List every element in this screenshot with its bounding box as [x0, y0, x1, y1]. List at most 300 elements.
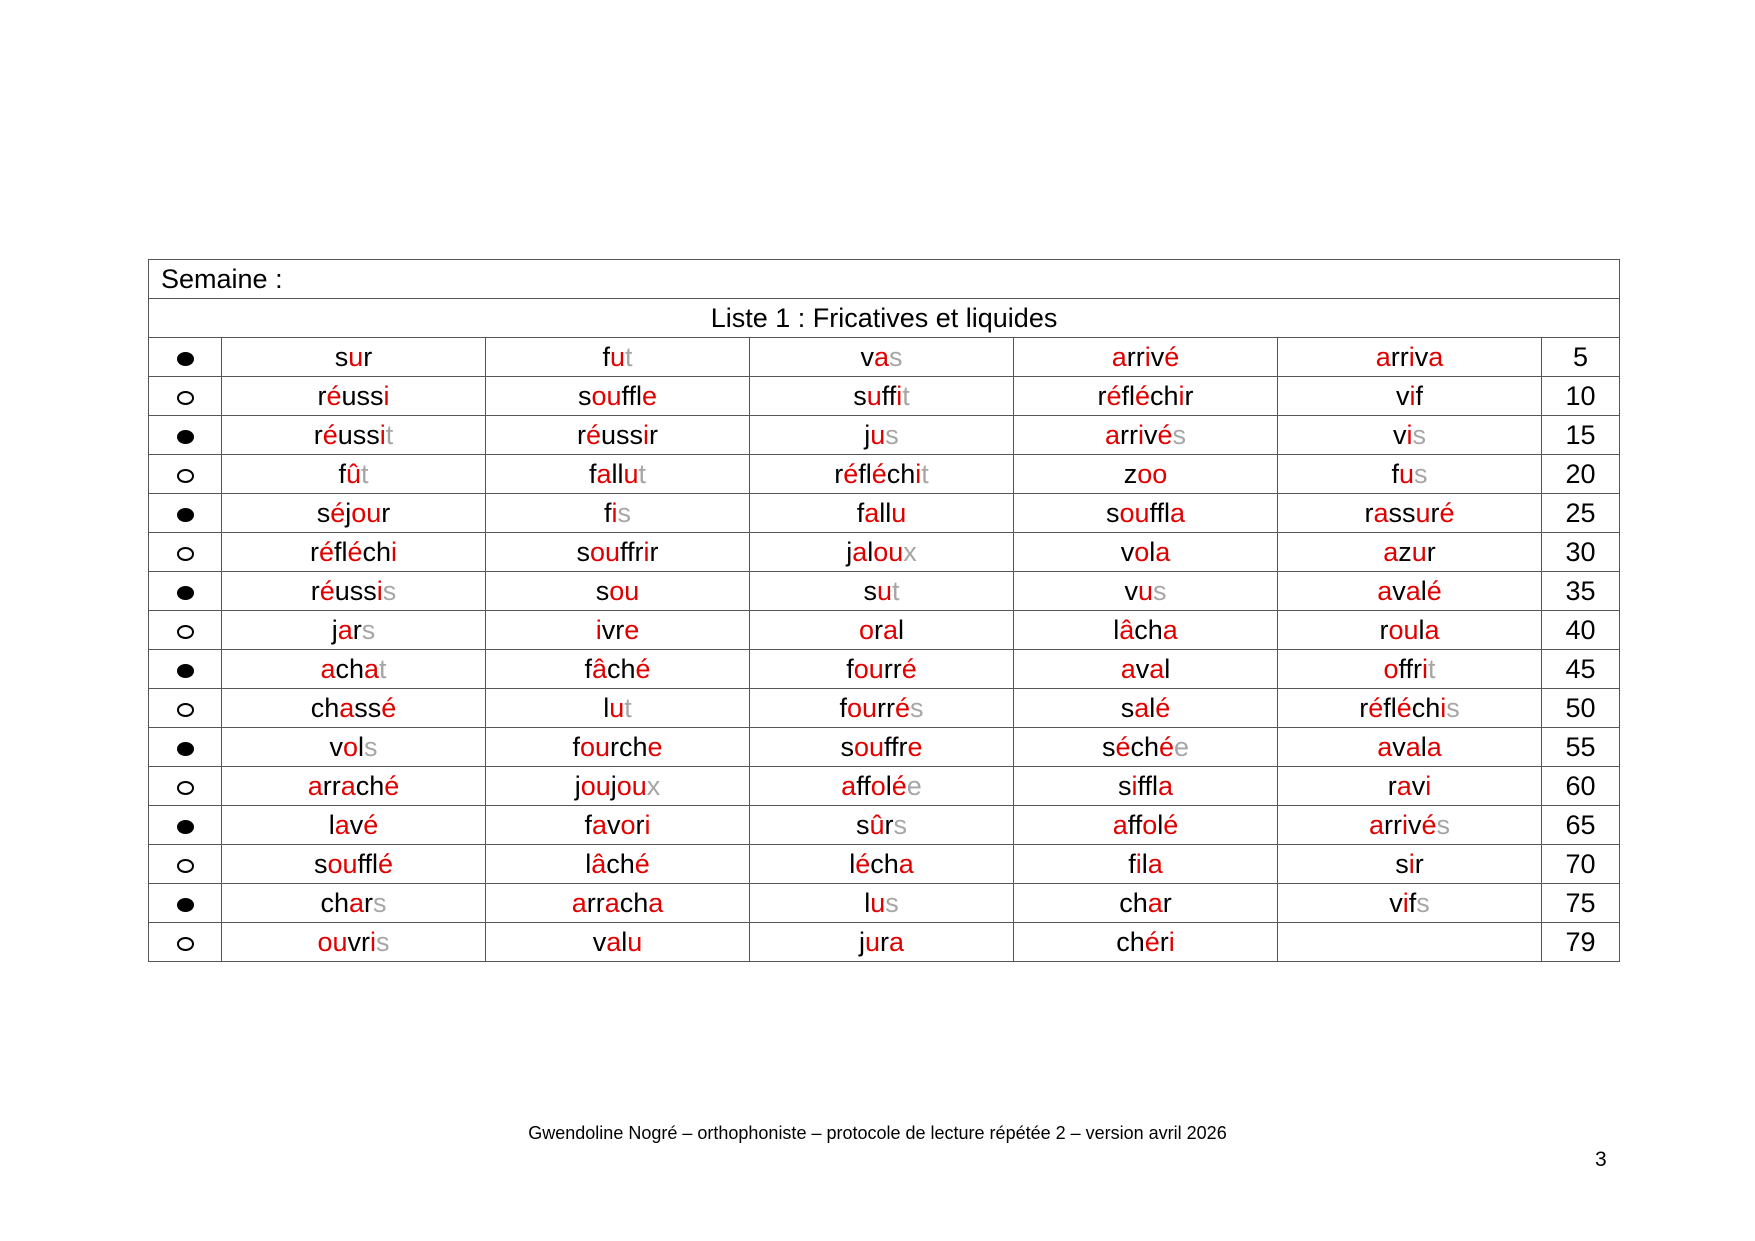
- word-cell: [486, 728, 750, 767]
- table-row: [149, 650, 1620, 689]
- grapheme: ou: [589, 537, 621, 567]
- grapheme: t: [902, 381, 910, 411]
- grapheme: u: [866, 381, 882, 411]
- grapheme: vr: [601, 615, 625, 645]
- grapheme: a: [571, 888, 587, 918]
- grapheme: ch: [1119, 888, 1148, 918]
- grapheme: a: [1112, 810, 1128, 840]
- filled-circle-icon: [177, 508, 194, 522]
- grapheme: ch: [1116, 927, 1145, 957]
- grapheme: ffl: [1149, 498, 1171, 528]
- grapheme: é: [322, 420, 338, 450]
- grapheme: v: [1150, 342, 1165, 372]
- grapheme: a: [1155, 537, 1171, 567]
- grapheme: r: [313, 420, 323, 450]
- cumulative-count: 40: [1542, 611, 1620, 650]
- grapheme: a: [364, 654, 380, 684]
- cumulative-count: 60: [1542, 767, 1620, 806]
- grapheme: j: [846, 537, 853, 567]
- grapheme: a: [1405, 732, 1421, 762]
- grapheme: t: [379, 654, 387, 684]
- word-cell: [1278, 689, 1542, 728]
- grapheme: i: [376, 576, 383, 606]
- grapheme: t: [625, 342, 633, 372]
- word-cell: [1278, 884, 1542, 923]
- table-row: [149, 572, 1620, 611]
- grapheme: z: [1123, 459, 1138, 489]
- grapheme: a: [1149, 654, 1165, 684]
- marker-cell: [149, 533, 222, 572]
- grapheme: v: [592, 927, 607, 957]
- word-cell: [750, 728, 1014, 767]
- word-cell: [222, 806, 486, 845]
- table-row: [149, 884, 1620, 923]
- word-cell: [486, 338, 750, 377]
- table-row: [149, 923, 1620, 962]
- grapheme: u: [1411, 537, 1427, 567]
- filled-circle-icon: [177, 586, 194, 600]
- grapheme: r: [352, 615, 362, 645]
- grapheme: i: [1422, 654, 1429, 684]
- word-cell: [1278, 455, 1542, 494]
- word-cell: [486, 884, 750, 923]
- grapheme: é: [891, 771, 907, 801]
- grapheme: v: [1393, 420, 1407, 450]
- word-cell: [750, 611, 1014, 650]
- word-list-table: [148, 259, 1620, 962]
- cumulative-count: 15: [1542, 416, 1620, 455]
- grapheme: f: [1391, 459, 1399, 489]
- grapheme: ch: [886, 459, 916, 489]
- grapheme: ou: [873, 537, 904, 567]
- word-cell: [750, 416, 1014, 455]
- grapheme: ou: [591, 381, 622, 411]
- grapheme: l: [885, 771, 892, 801]
- grapheme: f: [588, 459, 597, 489]
- word-cell: [1278, 806, 1542, 845]
- grapheme: s: [376, 927, 390, 957]
- grapheme: ffr: [884, 732, 908, 762]
- grapheme: u: [870, 888, 886, 918]
- grapheme: s: [1172, 420, 1187, 450]
- grapheme: ff: [621, 381, 637, 411]
- grapheme: o: [870, 771, 886, 801]
- grapheme: ch: [606, 654, 636, 684]
- grapheme: s: [373, 888, 387, 918]
- word-cell: [1014, 884, 1278, 923]
- grapheme: v: [1414, 342, 1429, 372]
- word-cell: [1278, 494, 1542, 533]
- word-cell: [486, 923, 750, 962]
- grapheme: é: [381, 693, 397, 723]
- grapheme: a: [1428, 342, 1444, 372]
- grapheme: v: [1120, 537, 1135, 567]
- marker-cell: [149, 611, 222, 650]
- word-cell: [486, 494, 750, 533]
- grapheme: i: [644, 810, 651, 840]
- grapheme: s: [361, 615, 376, 645]
- grapheme: ffl: [357, 849, 379, 879]
- grapheme: a: [883, 615, 899, 645]
- grapheme: r: [1387, 771, 1397, 801]
- grapheme: rr: [1126, 342, 1145, 372]
- word-cell: [1014, 611, 1278, 650]
- grapheme: s: [382, 576, 397, 606]
- grapheme: ou: [1388, 615, 1419, 645]
- grapheme: é: [1144, 927, 1160, 957]
- grapheme: j: [574, 771, 581, 801]
- word-cell: [1014, 650, 1278, 689]
- grapheme: v: [1407, 810, 1422, 840]
- grapheme: é: [1164, 342, 1180, 372]
- grapheme: é: [1426, 576, 1442, 606]
- word-cell: [1014, 494, 1278, 533]
- grapheme: v: [607, 810, 621, 840]
- word-cell: [750, 845, 1014, 884]
- grapheme: é: [1421, 810, 1437, 840]
- grapheme: f: [839, 693, 847, 723]
- word-cell: [1014, 689, 1278, 728]
- grapheme: a: [1383, 537, 1399, 567]
- grapheme: j: [864, 420, 871, 450]
- grapheme: s: [840, 732, 854, 762]
- grapheme: j: [345, 498, 352, 528]
- grapheme: rr: [586, 888, 605, 918]
- grapheme: ll: [879, 498, 892, 528]
- table-row: [149, 416, 1620, 455]
- grapheme: é: [855, 849, 871, 879]
- grapheme: s: [889, 342, 903, 372]
- grapheme: t: [361, 459, 369, 489]
- grapheme: ss: [1388, 498, 1416, 528]
- list-title: Liste 1 : Fricatives et liquides: [149, 299, 1620, 338]
- grapheme: s: [316, 498, 331, 528]
- grapheme: s: [1395, 849, 1409, 879]
- grapheme: fl: [858, 459, 872, 489]
- grapheme: i: [595, 615, 602, 645]
- grapheme: ch: [362, 537, 392, 567]
- word-cell: [1014, 533, 1278, 572]
- grapheme: ch: [320, 888, 349, 918]
- grapheme: i: [1131, 771, 1138, 801]
- grapheme: ou: [327, 849, 358, 879]
- grapheme: a: [320, 654, 336, 684]
- grapheme: é: [1439, 498, 1455, 528]
- grapheme: f: [1415, 381, 1423, 411]
- grapheme: é: [1159, 732, 1175, 762]
- grapheme: s: [1416, 888, 1430, 918]
- grapheme: a: [591, 810, 607, 840]
- grapheme: é: [363, 810, 379, 840]
- grapheme: l: [1420, 576, 1427, 606]
- cumulative-count: 55: [1542, 728, 1620, 767]
- word-cell: [486, 455, 750, 494]
- marker-cell: [149, 884, 222, 923]
- table-row: [149, 494, 1620, 533]
- word-cell: [222, 455, 486, 494]
- grapheme: r: [1430, 498, 1440, 528]
- grapheme: a: [864, 498, 880, 528]
- grapheme: ch: [355, 771, 385, 801]
- grapheme: l: [603, 693, 610, 723]
- grapheme: r: [1184, 381, 1194, 411]
- grapheme: r: [576, 420, 586, 450]
- grapheme: r: [884, 810, 894, 840]
- grapheme: a: [337, 615, 353, 645]
- word-cell: [1278, 923, 1542, 962]
- grapheme: a: [873, 342, 890, 372]
- grapheme: é: [634, 849, 650, 879]
- word-cell: [486, 572, 750, 611]
- table-row: [149, 455, 1620, 494]
- grapheme: u: [864, 927, 880, 957]
- grapheme: a: [339, 693, 355, 723]
- grapheme: é: [1396, 693, 1412, 723]
- grapheme: a: [841, 771, 857, 801]
- grapheme: f: [602, 342, 610, 372]
- table-row: [149, 767, 1620, 806]
- grapheme: a: [1134, 693, 1150, 723]
- cumulative-count: 35: [1542, 572, 1620, 611]
- grapheme: ss: [349, 576, 377, 606]
- grapheme: ff: [881, 381, 897, 411]
- grapheme: é: [901, 654, 917, 684]
- grapheme: u: [623, 459, 639, 489]
- grapheme: u: [876, 576, 892, 606]
- marker-cell: [149, 767, 222, 806]
- grapheme: rr: [1390, 342, 1409, 372]
- grapheme: s: [576, 537, 590, 567]
- grapheme: â: [591, 849, 607, 879]
- title-row: [149, 299, 1620, 338]
- cumulative-count: 50: [1542, 689, 1620, 728]
- grapheme: ff: [1127, 810, 1143, 840]
- grapheme: x: [903, 537, 917, 567]
- grapheme: ou: [609, 576, 640, 606]
- grapheme: t: [385, 420, 394, 450]
- grapheme: ch: [1411, 693, 1441, 723]
- grapheme: r: [1359, 693, 1369, 723]
- grapheme: a: [596, 459, 612, 489]
- grapheme: t: [1428, 654, 1436, 684]
- word-cell: [1014, 455, 1278, 494]
- grapheme: e: [647, 732, 663, 762]
- cumulative-count: 20: [1542, 455, 1620, 494]
- empty-circle-icon: [177, 703, 194, 717]
- week-label: Semaine :: [149, 260, 1620, 299]
- grapheme: a: [898, 849, 914, 879]
- filled-circle-icon: [177, 664, 194, 678]
- grapheme: l: [867, 537, 874, 567]
- grapheme: i: [1402, 888, 1409, 918]
- grapheme: s: [313, 849, 328, 879]
- grapheme: ch: [619, 888, 649, 918]
- grapheme: o: [1383, 654, 1399, 684]
- grapheme: a: [648, 888, 664, 918]
- grapheme: e: [642, 381, 658, 411]
- word-cell: [1014, 728, 1278, 767]
- grapheme: o: [1142, 810, 1158, 840]
- marker-cell: [149, 416, 222, 455]
- grapheme: l: [636, 381, 643, 411]
- empty-circle-icon: [177, 547, 194, 561]
- grapheme: x: [646, 771, 661, 801]
- cumulative-count: 65: [1542, 806, 1620, 845]
- grapheme: a: [1104, 420, 1120, 450]
- grapheme: a: [1377, 732, 1393, 762]
- word-cell: [486, 845, 750, 884]
- grapheme: v: [860, 342, 874, 372]
- word-cell: [222, 689, 486, 728]
- grapheme: r: [309, 537, 319, 567]
- grapheme: z: [1398, 537, 1412, 567]
- empty-circle-icon: [177, 625, 194, 639]
- grapheme: r: [635, 810, 645, 840]
- grapheme: rr: [1120, 420, 1138, 450]
- grapheme: é: [330, 498, 346, 528]
- word-cell: [750, 923, 1014, 962]
- grapheme: rr: [322, 771, 341, 801]
- table-row: [149, 845, 1620, 884]
- grapheme: a: [1111, 342, 1127, 372]
- word-cell: [1014, 338, 1278, 377]
- grapheme: r: [610, 732, 619, 762]
- grapheme: u: [341, 381, 357, 411]
- grapheme: a: [1426, 732, 1442, 762]
- word-cell: [1014, 767, 1278, 806]
- grapheme: oo: [1137, 459, 1168, 489]
- grapheme: a: [606, 927, 622, 957]
- word-cell: [1014, 572, 1278, 611]
- grapheme: é: [585, 420, 601, 450]
- grapheme: r: [364, 888, 374, 918]
- grapheme: rr: [1384, 810, 1402, 840]
- marker-cell: [149, 494, 222, 533]
- word-cell: [486, 611, 750, 650]
- grapheme: i: [1178, 381, 1185, 411]
- grapheme: s: [1120, 693, 1135, 723]
- cumulative-count: 70: [1542, 845, 1620, 884]
- grapheme: r: [1162, 888, 1172, 918]
- grapheme: j: [331, 615, 338, 645]
- word-cell: [1278, 533, 1542, 572]
- grapheme: o: [858, 615, 874, 645]
- grapheme: ou: [853, 732, 884, 762]
- grapheme: é: [384, 771, 400, 801]
- empty-circle-icon: [177, 781, 194, 795]
- grapheme: f: [338, 459, 346, 489]
- grapheme: o: [1134, 537, 1150, 567]
- grapheme: é: [318, 537, 334, 567]
- grapheme: e: [1174, 732, 1190, 762]
- grapheme: r: [874, 615, 883, 645]
- grapheme: é: [871, 459, 887, 489]
- grapheme: é: [1155, 693, 1171, 723]
- grapheme: v: [1411, 771, 1426, 801]
- grapheme: s: [364, 732, 378, 762]
- word-cell: [486, 533, 750, 572]
- grapheme: i: [391, 537, 398, 567]
- grapheme: i: [1408, 342, 1415, 372]
- grapheme: v: [1135, 654, 1150, 684]
- word-cell: [486, 806, 750, 845]
- grapheme: l: [1113, 615, 1120, 645]
- grapheme: r: [834, 459, 844, 489]
- grapheme: rr: [877, 693, 895, 723]
- marker-cell: [149, 728, 222, 767]
- grapheme: a: [1147, 888, 1163, 918]
- word-cell: [1278, 845, 1542, 884]
- grapheme: é: [347, 537, 363, 567]
- grapheme: é: [1134, 381, 1151, 411]
- filled-circle-icon: [177, 820, 194, 834]
- grapheme: ou: [846, 693, 878, 723]
- grapheme: u: [1398, 459, 1415, 489]
- grapheme: s: [1436, 810, 1451, 840]
- grapheme: é: [1115, 732, 1131, 762]
- grapheme: u: [334, 576, 350, 606]
- grapheme: r: [1414, 849, 1424, 879]
- filled-circle-icon: [177, 742, 194, 756]
- grapheme: v: [349, 810, 364, 840]
- table-row: [149, 689, 1620, 728]
- grapheme: i: [1137, 420, 1144, 450]
- grapheme: i: [1409, 381, 1416, 411]
- grapheme: é: [326, 381, 342, 411]
- grapheme: i: [1406, 420, 1413, 450]
- grapheme: a: [307, 771, 323, 801]
- grapheme: r: [1379, 615, 1389, 645]
- grapheme: r: [317, 381, 327, 411]
- grapheme: f: [846, 654, 854, 684]
- grapheme: f: [603, 498, 612, 528]
- word-cell: [750, 494, 1014, 533]
- grapheme: a: [1147, 849, 1163, 879]
- grapheme: a: [1170, 498, 1186, 528]
- cumulative-count: 30: [1542, 533, 1620, 572]
- grapheme: i: [1168, 927, 1175, 957]
- grapheme: l: [585, 849, 592, 879]
- word-cell: [222, 494, 486, 533]
- grapheme: u: [609, 693, 625, 723]
- marker-cell: [149, 650, 222, 689]
- cumulative-count: 5: [1542, 338, 1620, 377]
- grapheme: v: [1392, 576, 1406, 606]
- grapheme: i: [896, 381, 903, 411]
- grapheme: t: [624, 693, 632, 723]
- grapheme: r: [1364, 498, 1374, 528]
- grapheme: s: [617, 498, 631, 528]
- grapheme: a: [1405, 576, 1421, 606]
- grapheme: â: [591, 654, 607, 684]
- grapheme: u: [337, 420, 353, 450]
- grapheme: f: [856, 498, 865, 528]
- grapheme: u: [609, 342, 626, 372]
- grapheme: t: [892, 576, 900, 606]
- grapheme: r: [649, 537, 659, 567]
- table-row: [149, 377, 1620, 416]
- word-cell: [222, 728, 486, 767]
- grapheme: u: [891, 498, 907, 528]
- filled-circle-icon: [177, 898, 194, 912]
- cumulative-count: 75: [1542, 884, 1620, 923]
- grapheme: v: [1143, 420, 1158, 450]
- word-cell: [1278, 611, 1542, 650]
- grapheme: i: [1425, 771, 1432, 801]
- grapheme: ffl: [1137, 771, 1158, 801]
- word-cell: [222, 845, 486, 884]
- grapheme: fl: [1121, 381, 1135, 411]
